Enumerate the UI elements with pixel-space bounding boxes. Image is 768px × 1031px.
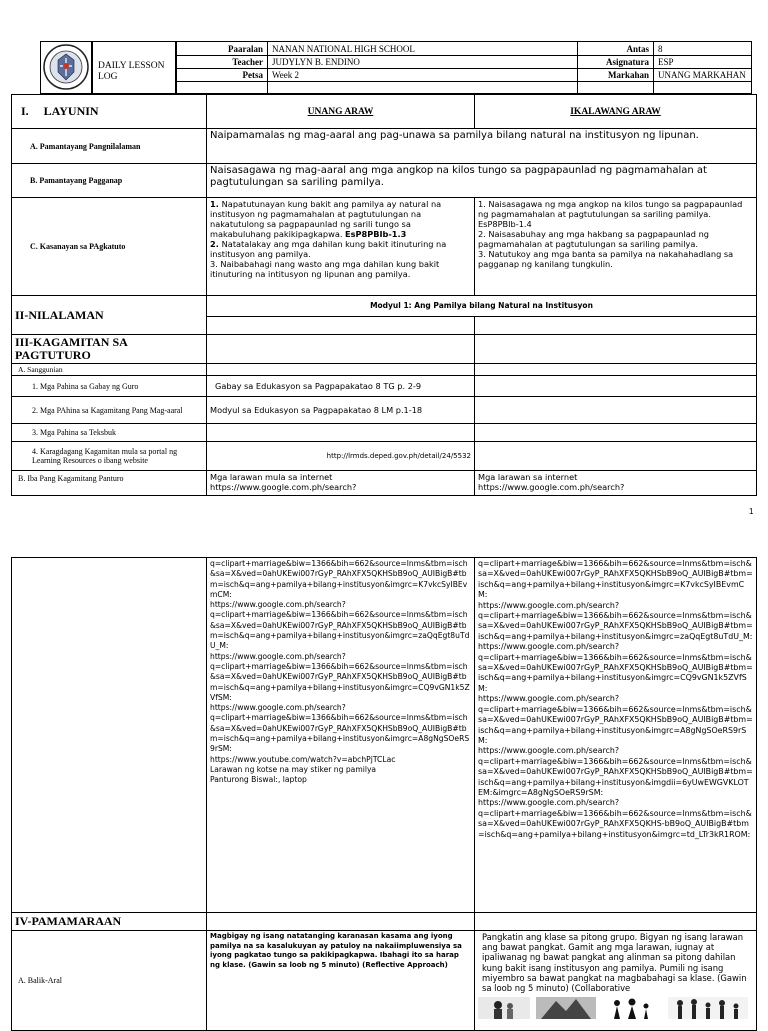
kasanayan-row <box>12 198 757 296</box>
teacher-value: JUDYLYN B. ENDINO <box>272 57 360 67</box>
pamantayang-pangnilalaman-row <box>12 129 757 164</box>
family-photo-4-icon <box>668 997 748 1019</box>
links-continuation-row <box>12 558 757 913</box>
teksbuk-label: 3. Mga Pahina sa Teksbuk <box>12 424 207 442</box>
antas-label: Antas <box>626 44 649 54</box>
kasanayan-label: C. Kasanayan sa PAgkatuto <box>12 198 207 296</box>
family-photo-2-icon <box>536 997 596 1019</box>
teacher-label: Teacher <box>232 57 263 67</box>
kagamitan-heading: III-KAGAMITAN SA PAGTUTURO <box>12 335 207 364</box>
portal-label: 4. Karagdagang Kagamitan mula sa portal ng Learning Resources o ibang website <box>12 442 207 471</box>
paaralan-label: Paaralan <box>228 44 263 54</box>
iba-pang-kagamitan-day1: Mga larawan mula sa internet https://www.google.com.ph/search? <box>207 471 475 496</box>
pangnilalaman-text: Naipamamalas ng mag-aaral ang pag-unawa sa pamilya bilang natural na institusyon ng lipunan. <box>207 129 757 164</box>
day1-image-links: q=clipart+marriage&biw=1366&bih=662&source=lnms&tbm=isch&sa=X&ved=0ahUKEwi007rGyP_RAhXFX5QKHSbB9oQ_AUIBigB#tbm=isch&q=ang+pamilya+bilang+institusyon&imgrc=K7vkcSyIBEvmCM: https://www.google.com.ph/search? q=clipart+marriage&biw=1366&bih=662&source=lnms&tbm=isch&sa=X&ved=0ahUKEwi007rGyP_RAhXFX5QKHSbB9oQ_AUIBigB#tbm=isch&q=ang+pamilya+bilang+institusyon&imgrc=zaQqEgt8uTdU_M: https://www.google.com.ph/search? q=clipart+marriage&biw=1366&bih=662&source=lnms&tbm=isch&sa=X&ved=0ahUKEwi007rGyP_RAhXFX5QKHSbB9oQ_AUIBigB#tbm=isch&q=ang+pamilya+bilang+institusyon&imgrc=CQ9vGN1k5ZVfSM: https://www.google.com.ph/search? q=clipart+marriage&biw=1366&bih=662&source=lnms&tbm=isch&sa=X&ved=0ahUKEwi007rGyP_RAhXFX5QKHSbB9oQ_AUIBigB#tbm=isch&q=ang+pamilya+bilang+institusyon&imgrc=A8gNgSOeRS9rSM: https://www.youtube.com/watch?v=abchPjTCLac Larawan ng kotse na may stiker ng pamilya Panturong Biswal:, laptop <box>207 558 475 913</box>
daily-lesson-log-title-cell <box>92 41 176 94</box>
family-pictures-strip <box>478 997 753 1021</box>
portal-link[interactable]: http://lrmds.deped.gov.ph/detail/24/5532 <box>207 442 475 471</box>
gabay-guro-text: Gabay sa Edukasyon sa Pagpapakatao 8 TG p. 2-9 <box>207 376 475 397</box>
sanggunian-label: A. Sanggunian <box>12 364 207 376</box>
balik-aral-day2 <box>475 931 757 1031</box>
pangnilalaman-label: A. Pamantayang Pangnilalaman <box>12 129 207 164</box>
deped-seal-icon <box>41 42 91 92</box>
portal-row <box>12 442 757 471</box>
kagamitang-mag-aaral-label: 2. Mga PAhina sa Kagamitang Pang Mag-aaral <box>12 397 207 424</box>
pamamaraan-row <box>12 913 757 931</box>
day2-heading: IKALAWANG ARAW <box>475 95 757 129</box>
nilalaman-heading: II-NILALAMAN <box>12 296 207 335</box>
page-number: 1 <box>749 507 754 516</box>
deped-seal-cell <box>40 41 92 94</box>
lesson-log-table-page1 <box>11 94 757 496</box>
daily-lesson-log-title: DAILY LESSON LOG <box>98 61 165 82</box>
sanggunian-row <box>12 364 757 376</box>
kagamitang-mag-aaral-row <box>12 397 757 424</box>
gabay-guro-label: 1. Mga Pahina sa Gabay ng Guro <box>12 376 207 397</box>
lesson-log-table-page2 <box>11 557 757 1031</box>
pamamaraan-heading: IV-PAMAMARAAN <box>12 913 207 931</box>
antas-value: 8 <box>658 44 663 54</box>
kagamitang-mag-aaral-text: Modyul sa Edukasyon sa Pagpapakatao 8 LM p.1-18 <box>207 397 475 424</box>
family-photo-3-icon <box>602 997 662 1019</box>
day1-heading: UNANG ARAW <box>207 95 475 129</box>
asignatura-label: Asignatura <box>605 57 649 67</box>
petsa-value: Week 2 <box>272 70 300 80</box>
gabay-guro-row <box>12 376 757 397</box>
asignatura-value: ESP <box>658 57 674 67</box>
balik-aral-day1: Magbigay ng isang natatanging karanasan kasama ang iyong pamilya na sa kasalukuyan ay patuloy na nakaiimpluwensiya sa iyong pagkatao tungo sa pakikipagkapwa. Ibahagi ito sa harap ng klase. (Gawin sa loob ng 5 minuto) (Reflective Approach) <box>207 931 475 1031</box>
pamantayang-pagganap-row <box>12 164 757 198</box>
kasanayan-day2: 1. Naisasagawa ng mga angkop na kilos tungo sa pagpapaunlad ng pagmamahalan at pagtutulungan sa sariling pamilya. EsP8PBIb-1.4 2. Naisasabuhay ang mga hakbang sa pagpapaunlad ng pagmamahalan at pagtutulungan sa sariling pamilya. 3. Natutukoy ang mga banta sa pamilya na nakahahadlang sa pagganap ng kanilang tungkulin. <box>475 198 757 296</box>
balik-aral-label: A. Balik-Aral <box>12 931 207 1031</box>
iba-pang-kagamitan-row <box>12 471 757 496</box>
balik-aral-row <box>12 931 757 1031</box>
iba-pang-kagamitan-day2: Mga larawan sa internet https://www.google.com.ph/search? <box>475 471 757 496</box>
balik-aral-day2-text: Pangkatin ang klase sa pitong grupo. Bigyan ng isang larawan ang bawat pangkat. Gamit ang mga larawan, iugnay at ipaliwanag ng bawat pangkat ang alinman sa pitong dahilan kung bakit isang institusyon ang pamilya. Pumili ng isang miyembro sa bawat pangkat na magbabahagi sa klase. (Gawin sa loob ng 5 minuto) (Collaborative <box>482 932 747 994</box>
paaralan-value: NANAN NATIONAL HIGH SCHOOL <box>272 44 415 54</box>
school-info-block <box>176 41 752 94</box>
iba-pang-kagamitan-label: B. Iba Pang Kagamitang Panturo <box>12 471 207 496</box>
pagganap-label: B. Pamantayang Pagganap <box>12 164 207 198</box>
day2-image-links: q=clipart+marriage&biw=1366&bih=662&source=lnms&tbm=isch&sa=X&ved=0ahUKEwi007rGyP_RAhXFX5QKHSbB9oQ_AUIBigB#tbm=isch&q=ang+pamilya+bilang+institusyon&imgrc=K7vkcSyIBEvmCM: https://www.google.com.ph/search? q=clipart+marriage&biw=1366&bih=662&source=lnms&tbm=isch&sa=X&ved=0ahUKEwi007rGyP_RAhXFX5QKHSbB9oQ_AUIBigB#tbm=isch&q=ang+pamilya+bilang+institusyon&imgrc=zaQqEgt8uTdU_M: https://www.google.com.ph/search? q=clipart+marriage&biw=1366&bih=662&source=lnms&tbm=isch&sa=X&ved=0ahUKEwi007rGyP_RAhXFX5QKHSbB9oQ_AUIBigB#tbm=isch&q=ang+pamilya+bilang+institusyon&imgrc=CQ9vGN1k5ZVfSM: https://www.google.com.ph/search? q=clipart+marriage&biw=1366&bih=662&source=lnms&tbm=isch&sa=X&ved=0ahUKEwi007rGyP_RAhXFX5QKHSbB9oQ_AUIBigB#tbm=isch&q=ang+pamilya+bilang+institusyon&imgrc=A8gNgSOeRS9rSM: https://www.google.com.ph/search? q=clipart+marriage&biw=1366&bih=662&source=lnms&tbm=isch&sa=X&ved=0ahUKEwi007rGyP_RAhXFX5QKHSbB9oQ_AUIBigB#tbm=isch&q=ang+pamilya+bilang+institusyon&imgdii=6yUwEWGVKLOTEM:&imgrc=A8gNgSOeRS9rSM: https://www.google.com.ph/search? q=clipart+marriage&biw=1366&bih=662&source=lnms&tbm=isch&sa=X&ved=0ahUKEwi007rGyP_RAhXFX5QKHS-bB9oQ_AUIBigB#tbm=isch&q=ang+pamilya+bilang+institusyon&imgrc=td_LTr3kR1ROM: <box>475 558 757 913</box>
nilalaman-row <box>12 296 757 317</box>
family-photo-1-icon <box>478 997 530 1019</box>
pagganap-text: Naisasagawa ng mag-aaral ang mga angkop na kilos tungo sa pagpapaunlad ng pagmamahalan at pagtutulungan sa sariling pamilya. <box>207 164 757 198</box>
teksbuk-row <box>12 424 757 442</box>
layunin-row <box>12 95 757 129</box>
kasanayan-day1: 1. Napatutunayan kung bakit ang pamilya ay natural na institusyon ng pagmamahalan at pagtutulungan na nakatutulong sa pagpapaunlad ng sarili tungo sa makabuluhang pakikipagkapwa. EsP8PBIb-1.3 2. Natatalakay ang mga dahilan kung bakit itinuturing na institusyon ang pamilya. 3. Naibabahagi nang wasto ang mga dahilan kung bakit itinuturing na intitusyon ng lipunan ang pamilya. <box>207 198 475 296</box>
kagamitan-row <box>12 335 757 364</box>
modyul-title: Modyul 1: Ang Pamilya bilang Natural na Institusyon <box>207 296 757 317</box>
petsa-label: Petsa <box>242 70 263 80</box>
markahan-value: UNANG MARKAHAN <box>658 70 746 80</box>
layunin-heading: I. LAYUNIN <box>12 95 207 129</box>
markahan-label: Markahan <box>607 70 649 80</box>
